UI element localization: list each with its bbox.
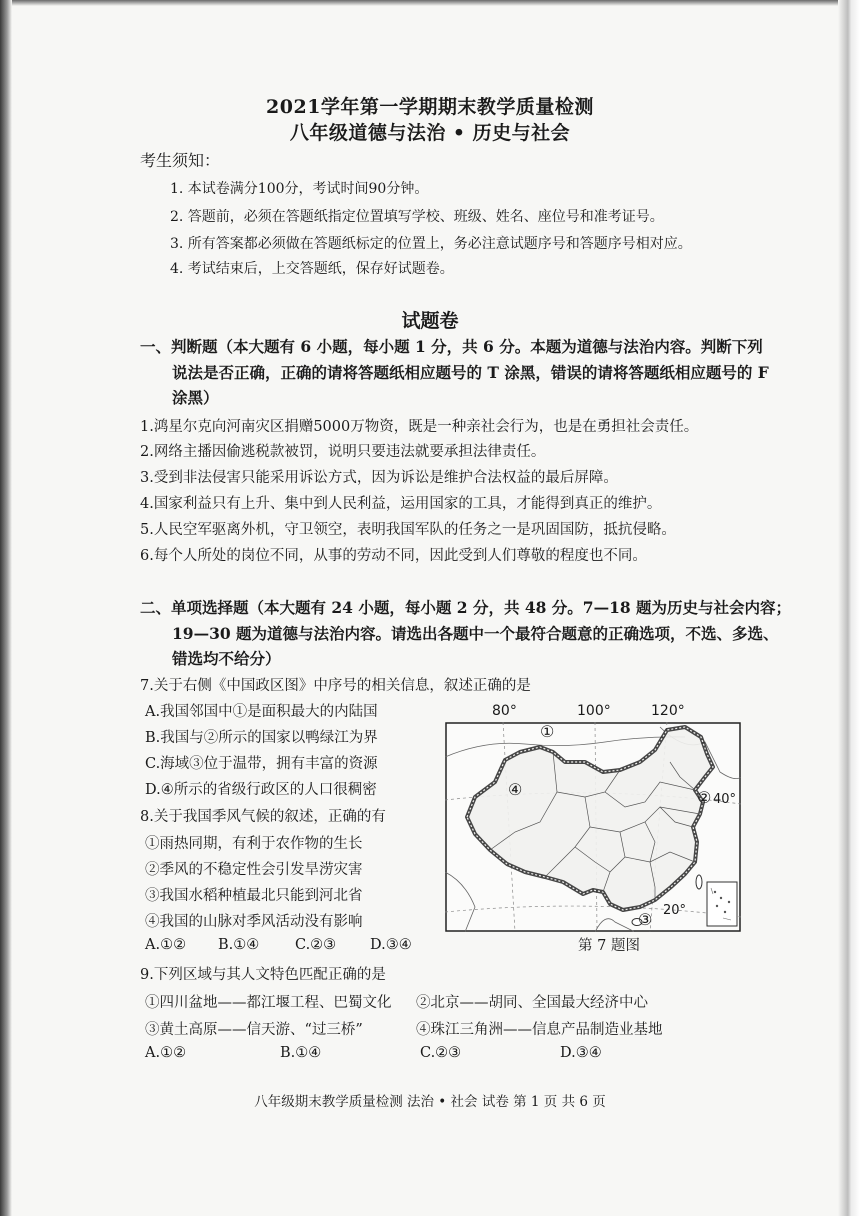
scan-edge-right (838, 0, 860, 1216)
map-longitude-label: 80° (492, 703, 517, 719)
section2-heading: 二、单项选择题（本大题有 24 小题，每小题 2 分，共 48 分。7—18 题为历史与社会内容； (140, 598, 792, 617)
notice-heading: 考生须知： (140, 151, 221, 170)
section1-heading: 一、判断题（本大题有 6 小题，每小题 1 分，共 6 分。本题为道德与法治内容。判断下列 (140, 337, 763, 356)
map-latitude-label: 40° (713, 792, 737, 807)
q9-choice-b: B.①④ (280, 1045, 322, 1061)
q8-choice-c: C.②③ (295, 937, 337, 953)
q9-choice-a: A.①② (145, 1045, 187, 1061)
q7-option-b: B.我国与②所示的国家以鸭绿江为界 (145, 730, 378, 746)
china-map-svg (445, 722, 741, 932)
paper-name: 试题卷 (401, 310, 459, 332)
q9-item: ②北京——胡同、全国最大经济中心 (416, 995, 648, 1011)
judge-question: 1.鸿星尔克向河南灾区捐赠5000万物资，既是一种亲社会行为，也是在勇担社会责任。 (140, 419, 699, 435)
map-longitude-label: 100° (577, 703, 611, 719)
map-marker-2: ② (697, 788, 712, 807)
q8-stem: 8.关于我国季风气候的叙述，正确的有 (140, 809, 386, 825)
notice-item: 4. 考试结束后，上交答题纸，保存好试题卷。 (170, 261, 454, 277)
china-political-map (445, 722, 741, 932)
q9-choice-c: C.②③ (420, 1045, 462, 1061)
map-longitude-label: 120° (651, 703, 685, 719)
notice-item: 1. 本试卷满分100分，考试时间90分钟。 (170, 181, 429, 197)
judge-question: 6.每个人所处的岗位不同，从事的劳动不同，因此受到人们尊敬的程度也不同。 (140, 548, 647, 564)
map-latitude-label: 20° (663, 903, 687, 918)
map-caption: 第 7 题图 (578, 938, 640, 954)
exam-title-line2: 八年级道德与法治 • 历史与社会 (289, 122, 571, 144)
q7-option-a: A.我国邻国中①是面积最大的内陆国 (145, 704, 378, 720)
notice-item: 3. 所有答案都必须做在答题纸标定的位置上，务必注意试题序号和答题序号相对应。 (170, 236, 692, 252)
q8-choice-a: A.①② (145, 937, 187, 953)
q8-item: ②季风的不稳定性会引发旱涝灾害 (145, 862, 363, 878)
section2-heading-cont: 19—30 题为道德与法治内容。请选出各题中一个最符合题意的正确选项，不选、多选、 (172, 624, 779, 643)
judge-question: 5.人民空军驱离外机，守卫领空，表明我国军队的任务之一是巩固国防，抵抗侵略。 (140, 522, 676, 538)
q7-stem: 7.关于右侧《中国政区图》中序号的相关信息，叙述正确的是 (140, 678, 531, 694)
q8-item: ④我国的山脉对季风活动没有影响 (145, 914, 363, 930)
q9-item: ③黄土高原——信天游、“过三桥” (145, 1022, 363, 1038)
judge-question: 4.国家利益只有上升、集中到人民利益，运用国家的工具，才能得到真正的维护。 (140, 496, 662, 512)
section1-heading-cont: 涂黑） (172, 388, 219, 407)
q8-choice-d: D.③④ (370, 937, 412, 953)
judge-question: 3.受到非法侵害只能采用诉讼方式，因为诉讼是维护合法权益的最后屏障。 (140, 470, 618, 486)
q7-option-c: C.海域③位于温带，拥有丰富的资源 (145, 756, 378, 772)
q9-choice-d: D.③④ (560, 1045, 602, 1061)
q9-item: ④珠江三角洲——信息产品制造业基地 (416, 1022, 663, 1038)
notice-item: 2. 答题前，必须在答题纸指定位置填写学校、班级、姓名、座位号和准考证号。 (170, 209, 664, 225)
q7-option-d: D.④所示的省级行政区的人口很稠密 (145, 782, 377, 798)
q8-item: ③我国水稻种植最北只能到河北省 (145, 888, 363, 904)
page-footer: 八年级期末教学质量检测 法治 • 社会 试卷 第 1 页 共 6 页 (254, 1094, 606, 1110)
scan-edge-top (0, 0, 860, 6)
map-marker-4: ④ (508, 780, 523, 799)
q9-item: ①四川盆地——都江堰工程、巴蜀文化 (145, 995, 392, 1011)
q8-item: ①雨热同期，有利于农作物的生长 (145, 836, 363, 852)
q8-choice-b: B.①④ (218, 937, 260, 953)
judge-question: 2.网络主播因偷逃税款被罚，说明只要违法就要承担法律责任。 (140, 444, 546, 460)
map-marker-3: ③ (638, 910, 653, 929)
section1-heading-cont: 说法是否正确，正确的请将答题纸相应题号的 T 涂黑，错误的请将答题纸相应题号的 F (172, 363, 769, 382)
scan-edge-left (0, 0, 12, 1216)
exam-title-line1: 2021学年第一学期期末教学质量检测 (266, 96, 594, 118)
q9-stem: 9.下列区域与其人文特色匹配正确的是 (140, 967, 386, 983)
section2-heading-cont: 错选均不给分） (172, 649, 281, 668)
map-marker-1: ① (540, 722, 555, 741)
